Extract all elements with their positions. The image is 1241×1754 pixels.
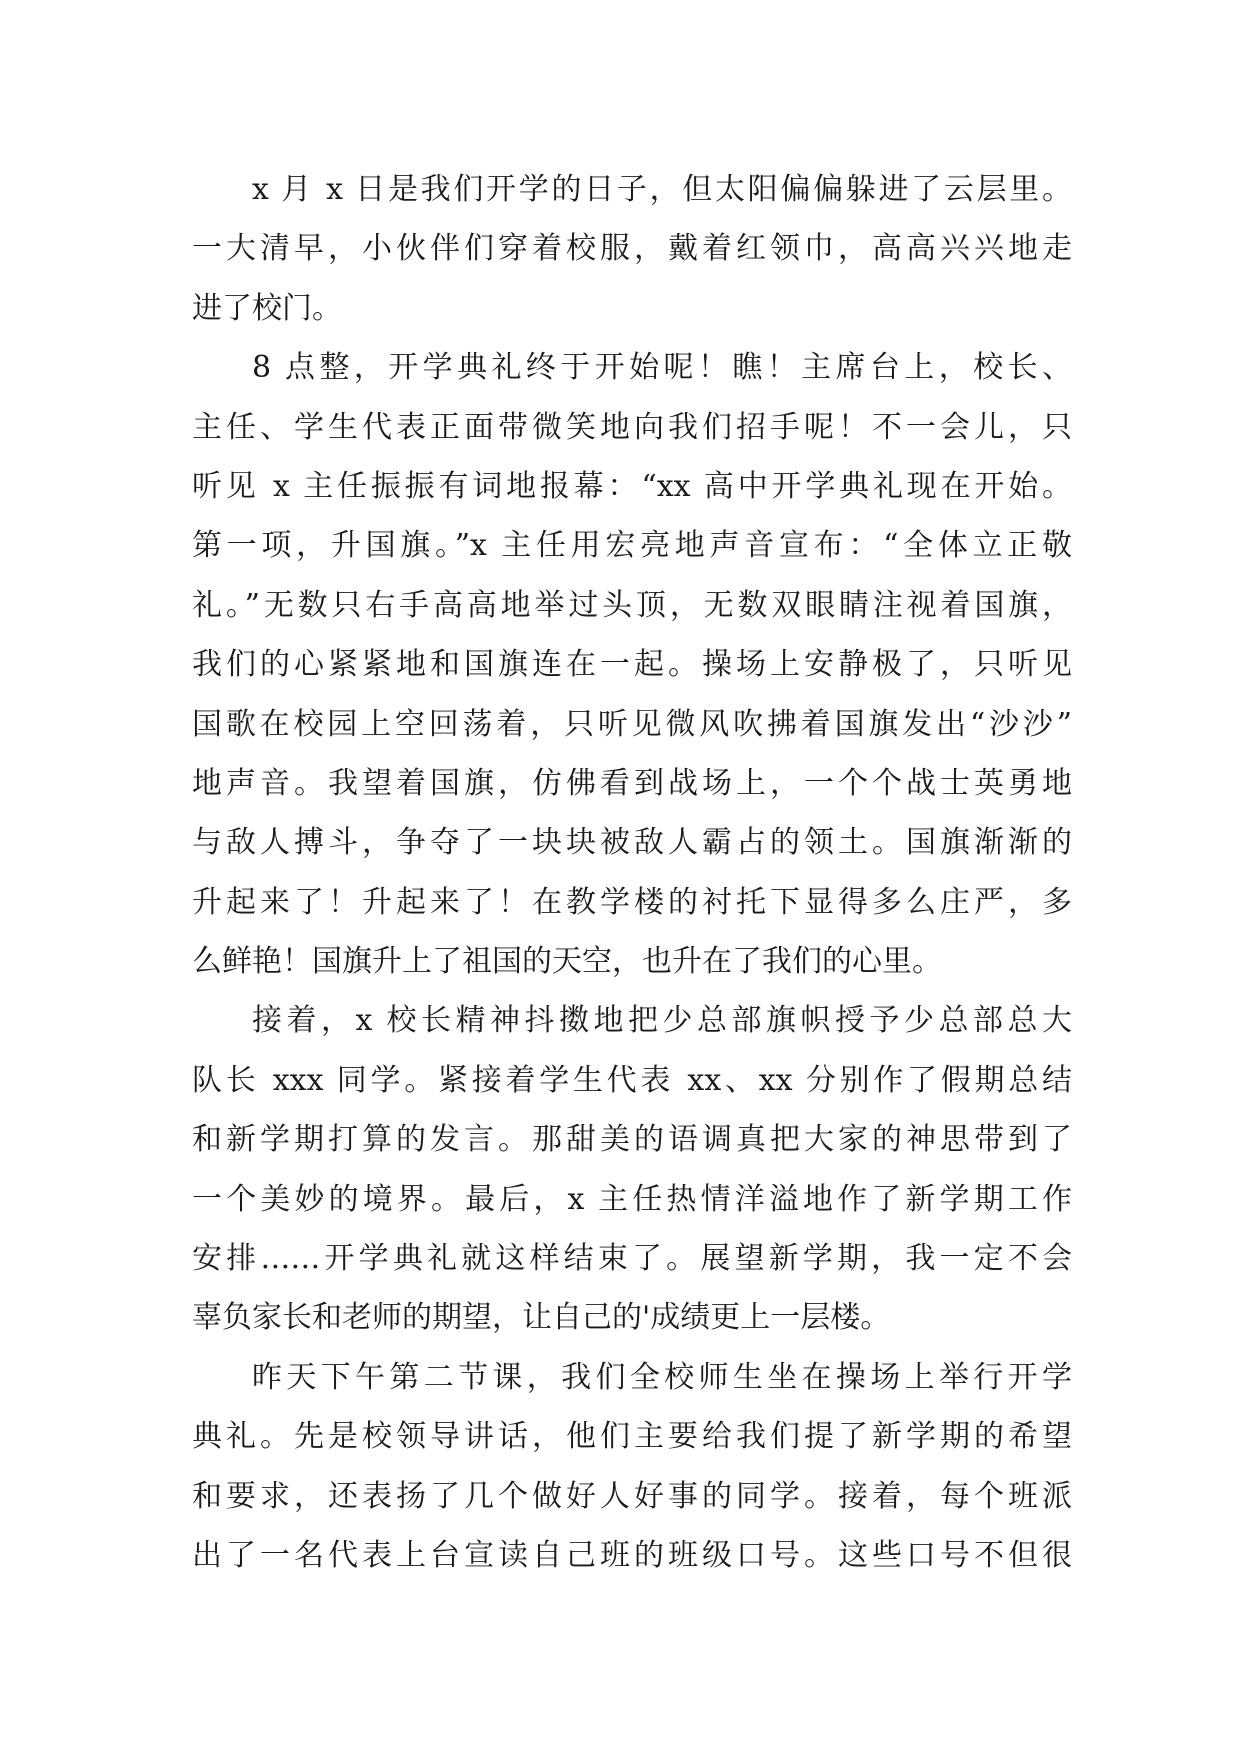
- paragraph-1-line-3: 进了校门。: [192, 290, 342, 326]
- paragraph-1-line-1: x 月 x 日是我们开学的日子，但太阳偏偏躲进了云层里。: [252, 172, 1072, 207]
- paragraph-4-line-2: 典礼。先是校领导讲话，他们主要给我们提了新学期的希望: [192, 1419, 1072, 1455]
- paragraph-2-line-4: 第一项，升国旗。”x 主任用宏亮地声音宣布：“全体立正敬: [192, 528, 1072, 564]
- paragraph-2-line-5: 礼。”无数只右手高高地举过头顶，无数双眼睛注视着国旗，: [192, 587, 1072, 623]
- paragraph-3-line-1: 接着，x 校长精神抖擞地把少总部旗帜授予少总部总大: [252, 1003, 1072, 1039]
- paragraph-3-line-5: 安排……开学典礼就这样结束了。展望新学期，我一定不会: [192, 1241, 1072, 1277]
- paragraph-4-line-3: 和要求，还表扬了几个做好人好事的同学。接着，每个班派: [192, 1478, 1072, 1514]
- paragraph-2-line-6: 我们的心紧紧地和国旗连在一起。操场上安静极了，只听见: [192, 647, 1072, 683]
- document-body: [192, 160, 1072, 1585]
- paragraph-3-line-6: 辜负家长和老师的期望，让自己的'成绩更上一层楼。: [192, 1300, 891, 1336]
- paragraph-2-line-11: 么鲜艳！国旗升上了祖国的天空，也升在了我们的心里。: [192, 944, 942, 980]
- paragraph-2-line-3: 听见 x 主任振振有词地报幕：“xx 高中开学典礼现在开始。: [192, 468, 1072, 504]
- paragraph-3-line-4: 一个美妙的境界。最后，x 主任热情洋溢地作了新学期工作: [192, 1181, 1072, 1217]
- paragraph-1-line-2: 一大清早，小伙伴们穿着校服，戴着红领巾，高高兴兴地走: [192, 231, 1072, 267]
- paragraph-2-line-9: 与敌人搏斗，争夺了一块块被敌人霸占的领土。国旗渐渐的: [192, 825, 1072, 861]
- paragraph-4-line-4: 出了一名代表上台宣读自己班的班级口号。这些口号不但很: [192, 1537, 1072, 1573]
- paragraph-4-line-1: 昨天下午第二节课，我们全校师生坐在操场上举行开学: [252, 1359, 1072, 1395]
- paragraph-2-line-10: 升起来了！升起来了！在教学楼的衬托下显得多么庄严，多: [192, 884, 1072, 920]
- paragraph-2-line-8: 地声音。我望着国旗，仿佛看到战场上，一个个战士英勇地: [192, 765, 1072, 801]
- paragraph-3-line-2: 队长 xxx 同学。紧接着学生代表 xx、xx 分别作了假期总结: [192, 1062, 1072, 1098]
- paragraph-3-line-3: 和新学期打算的发言。那甜美的语调真把大家的神思带到了: [192, 1122, 1072, 1158]
- paragraph-2-line-7: 国歌在校园上空回荡着，只听见微风吹拂着国旗发出“沙沙”: [192, 706, 1072, 742]
- paragraph-2-line-2: 主任、学生代表正面带微笑地向我们招手呢！不一会儿，只: [192, 409, 1072, 445]
- paragraph-2-line-1: 8 点整，开学典礼终于开始呢！瞧！主席台上，校长、: [252, 350, 1072, 386]
